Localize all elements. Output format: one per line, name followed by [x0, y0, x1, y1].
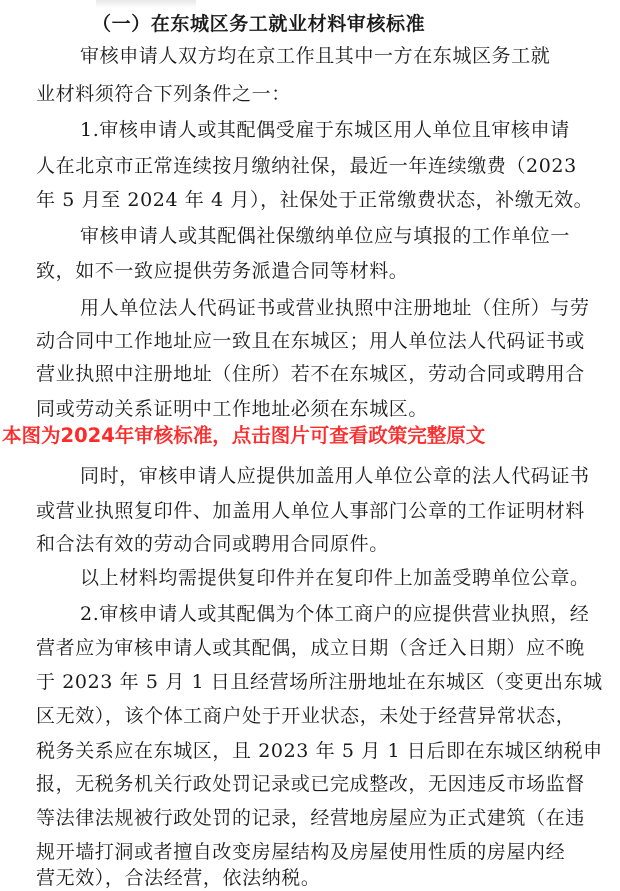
- paragraph-line: 1.审核申请人或其配偶受雇于东城区用人单位且审核申请: [80, 119, 570, 141]
- paragraph-line: 营业执照中注册地址（住所）若不在东城区，劳动合同或聘用合: [36, 363, 585, 385]
- paragraph-line: 2.审核申请人或其配偶为个体工商户的应提供营业执照，经: [80, 603, 590, 625]
- paragraph-line: 营者应为审核申请人或其配偶，成立日期（含迁入日期）应不晚: [36, 637, 585, 659]
- paragraph-line: 税务关系应在东城区，且 2023 年 5 月 1 日后即在东城区纳税申: [36, 740, 603, 762]
- paragraph-line: 营无效），合法经营，依法纳税。: [36, 867, 321, 889]
- paragraph-line: 致，如不一致应提供劳务派遣合同等材料。: [36, 260, 409, 282]
- paragraph-line: 于 2023 年 5 月 1 日且经营场所注册地址在东城区（变更出东城: [36, 671, 603, 693]
- paragraph-line: 同或劳动关系证明中工作地址必须在东城区。: [36, 398, 429, 420]
- paragraph-line: 审核申请人双方均在京工作且其中一方在东城区务工就: [80, 45, 551, 67]
- paragraph-line: 审核申请人或其配偶社保缴纳单位应与填报的工作单位一: [80, 225, 571, 247]
- paragraph-line: 年 5 月至 2024 年 4 月），社保处于正常缴费状态，补缴无效。: [36, 189, 594, 211]
- paragraph-line: 同时，审核申请人应提供加盖用人单位公章的法人代码证书: [80, 465, 590, 487]
- paragraph-line: 以上材料均需提供复印件并在复印件上加盖受聘单位公章。: [80, 567, 590, 589]
- paragraph-line: 动合同中工作地址应一致且在东城区；用人单位法人代码证书或: [36, 330, 585, 352]
- paragraph-line: 和合法有效的劳动合同或聘用合同原件。: [36, 533, 389, 555]
- section-heading: （一）在东城区务工就业材料审核标准: [92, 13, 426, 35]
- paragraph-line: 等法律法规被行政处罚的记录，经营地房屋应为正式建筑（在违: [36, 807, 585, 829]
- paragraph-line: 区无效），该个体工商户处于开业状态，未处于经营异常状态，: [36, 705, 576, 727]
- paragraph-line: 规开墙打洞或者擅自改变房屋结构及房屋使用性质的房屋内经: [36, 841, 566, 863]
- paragraph-line: 报，无税务机关行政处罚记录或已完成整改，无因违反市场监督: [36, 773, 585, 795]
- paragraph-line: 人在北京市正常连续按月缴纳社保，最近一年连续缴费（2023: [36, 155, 577, 177]
- policy-link-banner[interactable]: 本图为2024年审核标准，点击图片可查看政策完整原文: [2, 424, 486, 447]
- scan-edge-shadow: [96, 0, 196, 8]
- paragraph-line: 或营业执照复印件、加盖用人单位人事部门公章的工作证明材料: [36, 500, 585, 522]
- paragraph-line: 业材料须符合下列条件之一：: [36, 83, 291, 105]
- paragraph-line: 用人单位法人代码证书或营业执照中注册地址（住所）与劳: [80, 297, 590, 319]
